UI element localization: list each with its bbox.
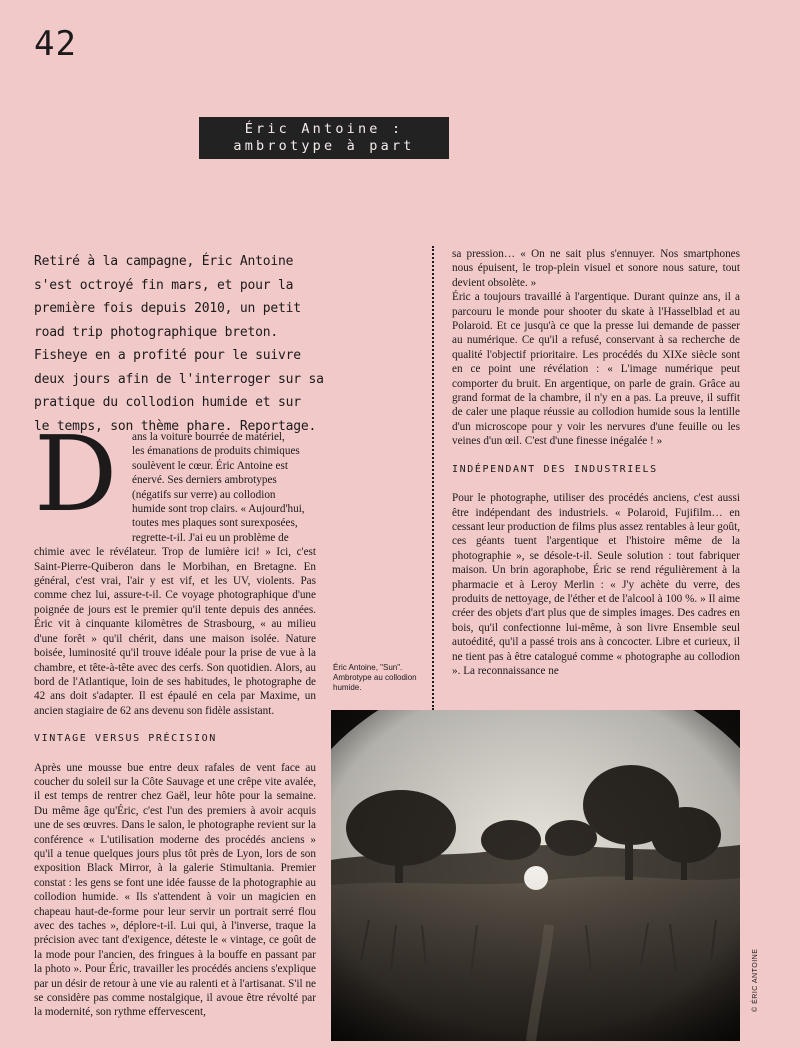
body-line: humide sont trop clairs. « Aujourd'hui, (132, 503, 305, 516)
column-divider (432, 246, 434, 710)
intro-line: première fois depuis 2010, un petit (34, 301, 301, 316)
intro-line: Fisheye en a profité pour le suivre (34, 348, 301, 363)
page-number: 42 (34, 24, 77, 64)
body-line: toutes mes plaques sont surexposées, (132, 517, 298, 530)
intro-line: Retiré à la campagne, Éric Antoine (34, 254, 294, 269)
drop-cap: D (34, 413, 118, 535)
body-line: les émanations de produits chimiques (132, 445, 300, 458)
paragraph: sa pression… « On ne sait plus s'ennuyer. Nos smartphones nous épuisent, le trop-plein visuel et sonore nous sature, tout devient obsolète. » (452, 248, 740, 289)
title-line-2: ambrotype à part (233, 138, 415, 154)
intro-line: s'est octroyé fin mars, et pour la (34, 277, 294, 293)
body-line: (négatifs sur verre) au collodion (132, 488, 276, 501)
body-line: ans la voiture bourrée de matériel, (132, 431, 285, 443)
article-title (199, 117, 449, 159)
right-column (452, 247, 740, 678)
body-line: regrette-t-il. J'ai eu un problème de (132, 531, 289, 544)
intro-line: deux jours afin de l'interroger sur sa (34, 371, 324, 387)
body-line: soulèvent le cœur. Éric Antoine est (132, 459, 288, 472)
photo-credit: © ÉRIC ANTOINE (752, 948, 759, 1012)
paragraph: Après une mousse bue entre deux rafales de vent face au coucher du soleil sur la Côte Sauvage et une crêpe vite avalée, il est temps de rentrer chez Gaël, leur hôte pour la semaine. Du même âge qu'Éric, c'est l'un des premiers à avoir acquis une de ses œuvres. Dans le salon, le photographe revient sur la conférence « L'utilisation moderne des procédés anciens » qu'il a tenue quelques jours plus tôt près de Lyon, lors de son exposition Black Mirror, à la galerie Stimultania. Premier constat : les gens se font une idée fausse de la photographie au collodion humide. « Ils s'attendent à voir un magicien en chapeau haut-de-forme pour leur servir un portrait serré flou avec des taches », déplore-t-il. Lui qui, à l'inverse, traque la précision avec tant d'exigence, déteste le « vintage, ce goût de la mode pour l'ancien, des fringues à la bouffe en passant par la photo ». Pour Éric, travailler les procédés anciens s'explique par un désir de retour à une vie au ralenti et à l'artisanat. S'il ne se considère pas comme nostalgique, il avoue être révolté par la modernité, son rythme effervescent, (34, 761, 316, 1019)
paragraph: chimie avec le révélateur. Trop de lumière ici! » Ici, c'est Saint-Pierre-Quiberon dans le Morbihan, en Bretagne. En général, c'est vrai, l'air y est vif, et les UV, violents. Pas comme chez lui, assure-t-il. Ce voyage photographique d'une poignée de jours est le premier qu'il tente depuis des années. Éric vit à cinquante kilomètres de Strasbourg, « au milieu d'une forêt » qu'il chérit, dans une maison isolée. Nature boisée, luminosité qu'il trouve idéale pour la prise de vue à la chambre, et tête-à-tête avec des cerfs. Son quotidien. Alors, au bord de l'Atlantique, loin de ses habitudes, le photographe de 42 ans doit s'adapter. Il est épaulé en cela par Maxime, un ancien stagiaire de 62 ans devenu son fidèle assistant. (34, 546, 316, 717)
body-line: énervé. Ses derniers ambrotypes (132, 474, 277, 487)
intro-line: le temps, son thème phare. Reportage. (34, 418, 317, 434)
ambrotype-image (331, 710, 740, 1041)
intro-line: road trip photographique breton. (34, 324, 279, 340)
section-heading: VINTAGE VERSUS PRÉCISION (34, 733, 217, 745)
paragraph: Pour le photographe, utiliser des procédés anciens, c'est aussi être indépendant des industriels. « Polaroid, Fujifilm… en cessant leur production de films plus assez rentables à leur goût, ces géants tuent l'argentique et l'histoire même de la photographie », se désole-t-il. Seule solution : tout fabriquer maison. Un brin agoraphobe, Éric se rend régulièrement à la pharmacie et à Leroy Merlin : « J'y achète du verre, des produits de nettoyage, de l'éther et de l'alcool à 100 %. » Il aime créer des objets d'art plus que de simples images. Des cadres en bois, qu'il confectionne lui-même, à son livre Ensemble seul autoédité, qu'il a passé trois ans à concocter. Libre et curieux, il ne tient pas à être catalogué comme « photographe au collodion ». La reconnaissance ne (452, 492, 740, 677)
ambrotype-photo (331, 710, 740, 1041)
paragraph: Éric a toujours travaillé à l'argentique. Durant quinze ans, il a parcouru le monde pour shooter du skate à l'Hasselblad et au Polaroid. Et ce jusqu'à ce que la presse lui demande de passer au numérique. Ce qu'il a refusé, conservant à sa recherche de qualité l'objectif prioritaire. Les procédés du XIXe siècle sont en ce point une révélation : « L'image numérique peut comporter du bruit. En argentique, on parle de grain. Grâce au grand format de la chambre, il n'y en a pas. La preuve, il suffit de caler une plaque réussie au collodion humide sous la lentille d'un microscope pour y voir les nervures d'une feuille ou les veines d'un œil. C'est d'une finesse inégalée ! » (452, 291, 740, 448)
intro-lede (34, 250, 334, 438)
intro-line: pratique du collodion humide et sur (34, 395, 301, 410)
section-heading: INDÉPENDANT DES INDUSTRIELS (452, 463, 658, 475)
photo-caption: Éric Antoine, "Sun". Ambrotype au collodion humide. (333, 663, 417, 692)
title-line-1: Éric Antoine : (244, 121, 404, 137)
